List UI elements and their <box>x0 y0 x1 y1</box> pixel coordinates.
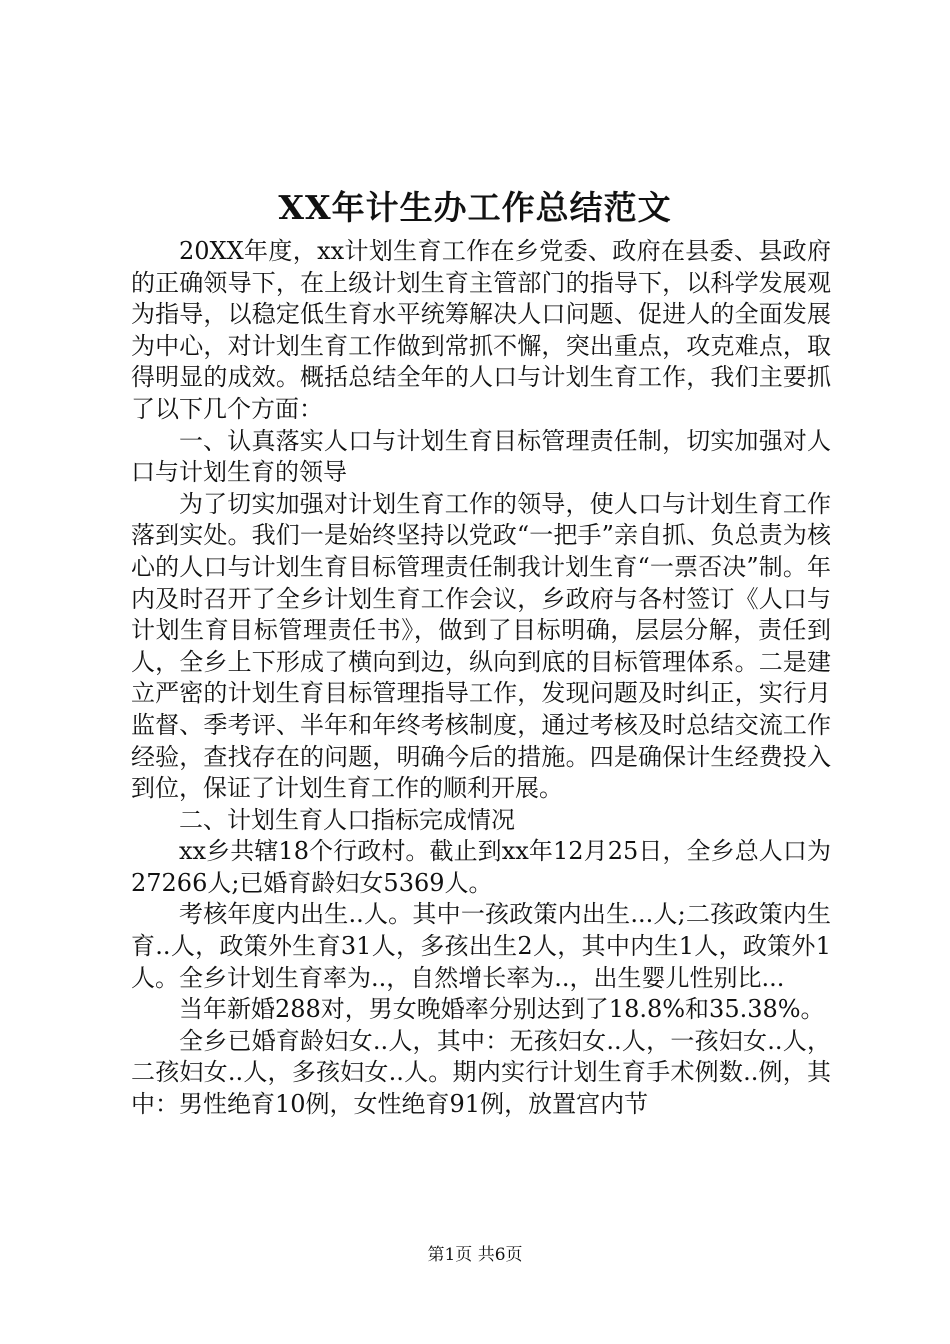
section-heading-2: 二、计划生育人口指标完成情况 <box>179 805 515 834</box>
paragraph-births: 考核年度内出生..人。其中一孩政策内出生...人;二孩政策内生育..人，政策外生育31人，多孩出生2人，其中内生1人，政策外1人。全乡计划生育率为..，自然增长率为..，出生婴儿性别比... <box>131 900 831 992</box>
document-title: XX年计生办工作总结范文 <box>278 188 672 227</box>
paragraph-responsibility: 为了切实加强对计划生育工作的领导，使人口与计划生育工作落到实处。我们一是始终坚持以党政“一把手”亲自抓、负总责为核心的人口与计划生育目标管理责任制我计划生育“一票否决”制。年内及时召开了全乡计划生育工作会议，乡政府与各村签订《人口与计划生育目标管理责任书》，做到了目标明确，层层分解，责任到人，全乡上下形成了横向到边，纵向到底的目标管理体系。二是建立严密的计划生育目标管理指导工作，发现问题及时纠正，实行月监督、季考评、半年和年终考核制度，通过考核及时总结交流工作经验，查找存在的问题，明确今后的措施。四是确保计生经费投入到位，保证了计划生育工作的顺利开展。 <box>131 489 831 803</box>
page-number-footer: 第1页 共6页 <box>427 1245 523 1265</box>
section-heading-1: 一、认真落实人口与计划生育目标管理责任制，切实加强对人口与计划生育的领导 <box>131 426 831 487</box>
paragraph-women: 全乡已婚育龄妇女..人，其中：无孩妇女..人，一孩妇女..人，二孩妇女..人，多孩妇女..人。期内实行计划生育手术例数..例，其中：男性绝育10例，女性绝育91例，放置宫内节 <box>131 1026 831 1119</box>
paragraph-marriage: 当年新婚288对，男女晚婚率分别达到了18.8%和35.38%。 <box>179 995 825 1024</box>
paragraph-intro: 20XX年度，xx计划生育工作在乡党委、政府在县委、县政府的正确领导下，在上级计划生育主管部门的指导下，以科学发展观为指导，以稳定低生育水平统筹解决人口问题、促进人的全面发展为中心，对计划生育工作做到常抓不懈，突出重点，攻克难点，取得明显的成效。概括总结全年的人口与计划生育工作，我们主要抓了以下几个方面： <box>131 237 831 423</box>
paragraph-population: xx乡共辖18个行政村。截止到xx年12月25日，全乡总人口为27266人;已婚育龄妇女5369人。 <box>131 837 831 897</box>
document-body <box>131 236 831 1121</box>
